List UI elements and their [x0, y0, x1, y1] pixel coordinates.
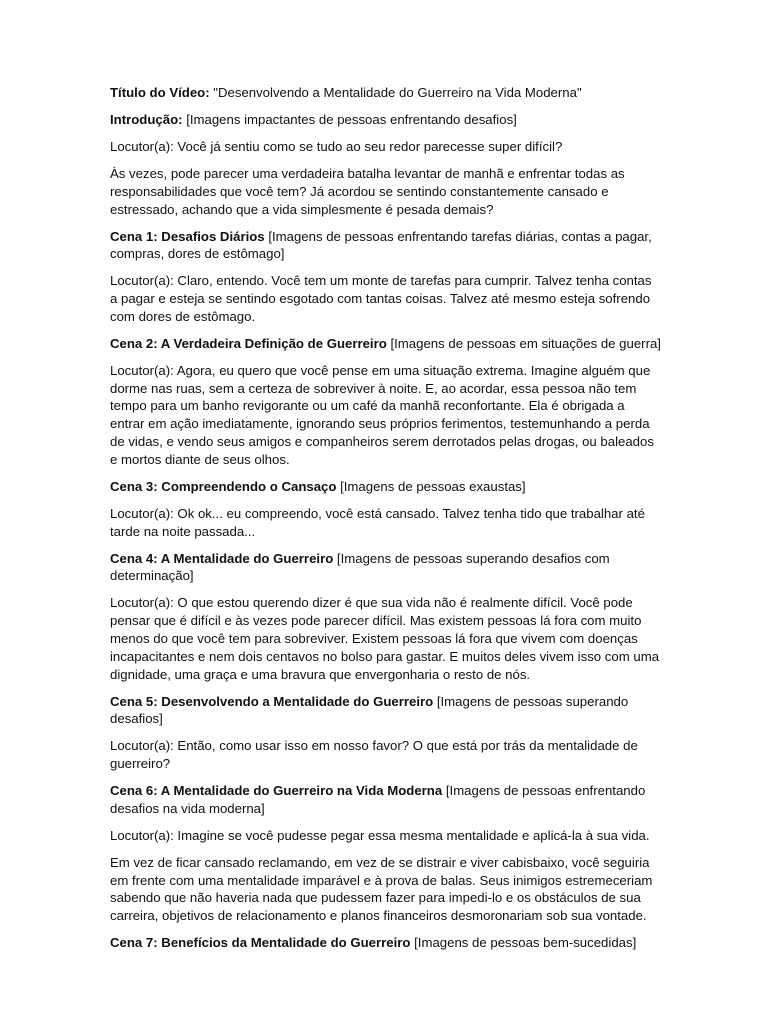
paragraph-narrator: Locutor(a): Ok ok... eu compreendo, você está cansado. Talvez tenha tido que trabalhar até tarde na noite passada...	[110, 505, 645, 539]
paragraph-video-title: Título do Vídeo: "Desenvolvendo a Mentalidade do Guerreiro na Vida Moderna"	[110, 85, 582, 100]
paragraph-narrator: Locutor(a): Você já sentiu como se tudo ao seu redor parecesse super difícil?	[110, 138, 563, 154]
paragraph-scene-5: Cena 5: Desenvolvendo a Mentalidade do Guerreiro [Imagens de pessoas superando desafios]	[110, 693, 629, 727]
document-page	[110, 84, 662, 961]
paragraph-scene-7: Cena 7: Benefícios da Mentalidade do Guerreiro [Imagens de pessoas bem-sucedidas]	[110, 935, 637, 951]
paragraph-body: Em vez de ficar cansado reclamando, em vez de se distrair e viver cabisbaixo, você seguiria em frente com uma mentalidade imparável e à prova de balas. Seus inimigos estremeceriam sabendo que não haveria nada que pudessem fazer para impedi-lo e os obstáculos de sua carreira, objetivos de relacionamento e planos financeiros desmoronariam sob sua vontade.	[110, 854, 653, 924]
paragraph-introduction: Introdução: [Imagens impactantes de pessoas enfrentando desafios]	[110, 111, 517, 127]
paragraph-narrator: Locutor(a): Claro, entendo. Você tem um monte de tarefas para cumprir. Talvez tenha contas a pagar e esteja se sentindo esgotado com tantas coisas. Talvez até mesmo esteja sofrendo com dores de estômago.	[110, 273, 652, 324]
paragraph-scene-3: Cena 3: Compreendendo o Cansaço [Imagens de pessoas exaustas]	[110, 478, 526, 494]
paragraph-scene-1: Cena 1: Desafios Diários [Imagens de pessoas enfrentando tarefas diárias, contas a pagar, compras, dores de estômago]	[110, 228, 652, 262]
paragraph-scene-6: Cena 6: A Mentalidade do Guerreiro na Vida Moderna [Imagens de pessoas enfrentando desafios na vida moderna]	[110, 783, 646, 816]
paragraph-scene-4: Cena 4: A Mentalidade do Guerreiro [Imagens de pessoas superando desafios com determinação]	[110, 550, 610, 584]
paragraph-body: Às vezes, pode parecer uma verdadeira batalha levantar de manhã e enfrentar todas as responsabilidades que você tem? Já acordou se sentindo constantemente cansado e estressado, achando que a vida simplesmente é pesada demais?	[110, 165, 625, 217]
paragraph-narrator: Locutor(a): O que estou querendo dizer é que sua vida não é realmente difícil. Você pode pensar que é difícil e às vezes pode parecer difícil. Mas existem pessoas lá fora com muito menos do que você tem para sobreviver. Existem pessoas lá fora que vivem com doenças incapacitantes e nem dois centavos no bolso para gastar. E muitos deles vivem isso com uma dignidade, uma graça e uma bravura que envergonharia o resto de nós.	[110, 595, 660, 682]
paragraph-narrator: Locutor(a): Agora, eu quero que você pense em uma situação extrema. Imagine alguém que dorme nas ruas, sem a certeza de sobreviver à noite. E, ao acordar, essa pessoa não tem tempo para um banho revigorante ou um café da manhã reconfortante. Ela é obrigada a entrar em ação imediatamente, ignorando seus próprios ferimentos, testemunhando a perda de vidas, e vendo seus amigos e companheiros serem derrotados pelas drogas, ou baleados e mortos diante de seus olhos.	[110, 362, 654, 467]
paragraph-narrator: Locutor(a): Então, como usar isso em nosso favor? O que está por trás da mentalidade de guerreiro?	[110, 738, 638, 772]
paragraph-narrator: Locutor(a): Imagine se você pudesse pegar essa mesma mentalidade e aplicá-la à sua vida.	[110, 827, 650, 843]
paragraph-scene-2: Cena 2: A Verdadeira Definição de Guerreiro [Imagens de pessoas em situações de guerra]	[110, 335, 661, 351]
